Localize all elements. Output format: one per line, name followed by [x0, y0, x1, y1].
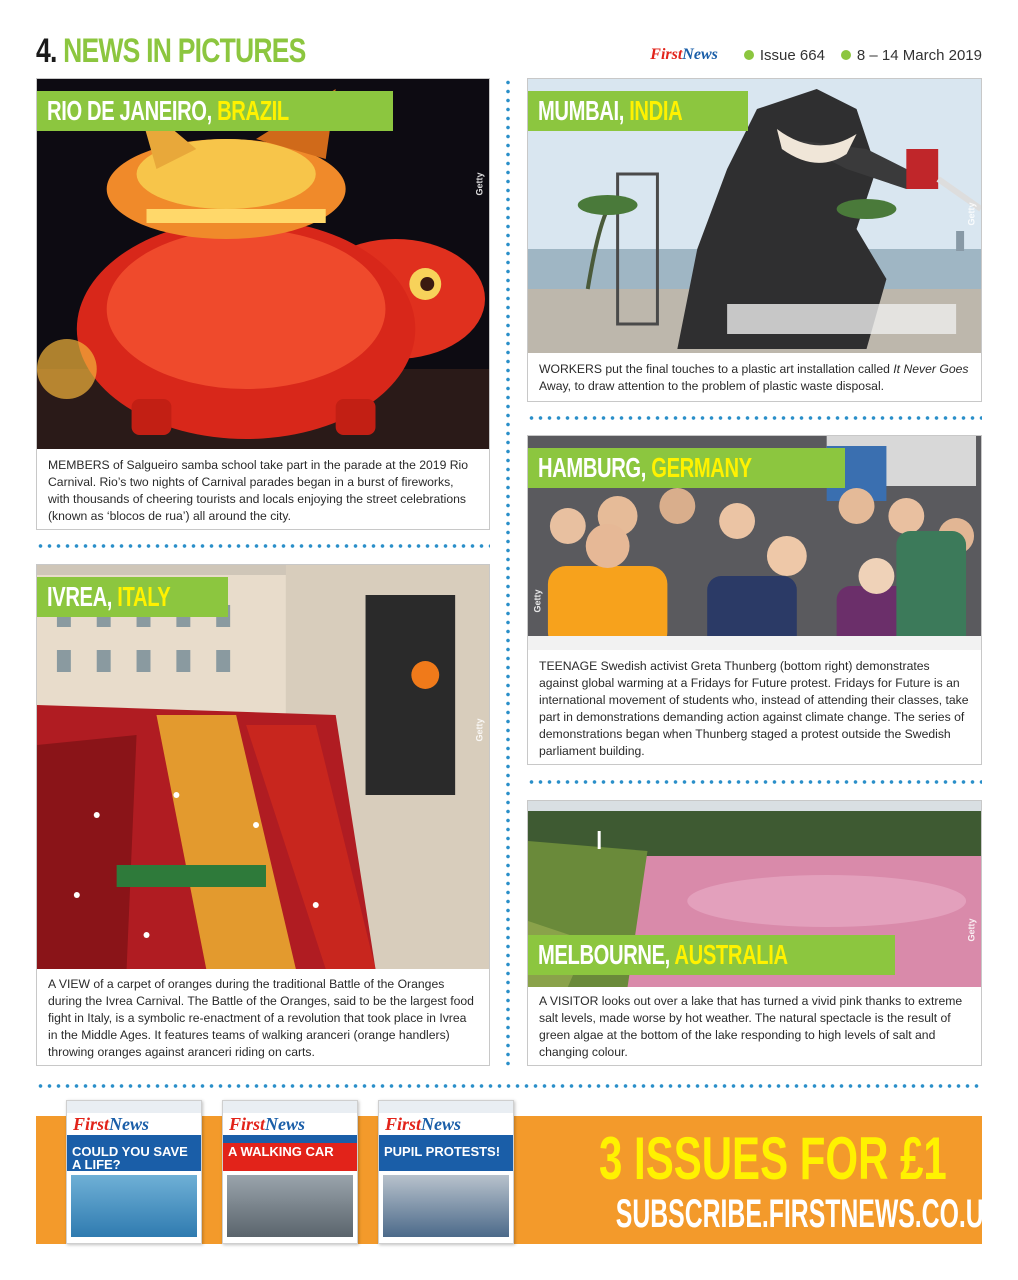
bullet-dot-icon: [841, 50, 851, 60]
photo-rio-carnival: [37, 79, 489, 449]
row-divider: [36, 1084, 982, 1088]
cover-headline: COULD YOU SAVE A LIFE?: [67, 1143, 201, 1171]
caption-rio: MEMBERS of Salgueiro samba school take part in the parade at the 2019 Rio Carnival. Rio’s two nights of Carnival parades began in a burst of fireworks, with thousands of cheering tourists and locals enjoying the street celebrations (known as ‘blocos de rua’) all around the city.: [48, 458, 469, 523]
subscription-offer: [536, 1125, 1002, 1236]
location-label: RIO DE JANEIRO, BRAZIL: [37, 91, 393, 131]
bullet-dot-icon: [744, 50, 754, 60]
row-divider: [527, 416, 982, 420]
cover-headline: A WALKING CAR: [223, 1143, 357, 1171]
photo-credit: Getty: [966, 202, 977, 226]
offer-text: 3 ISSUES FOR £1: [599, 1125, 947, 1192]
caption-melbourne: A VISITOR looks out over a lake that has turned a vivid pink thanks to extreme salt levels, made worse by hot weather. The natural spectacle is the result of green algae at the bottom of the lake responding to high levels of salt and changing colour.: [539, 994, 963, 1059]
section-title: NEWS IN PICTURES: [63, 32, 306, 70]
photo-credit: Getty: [966, 918, 977, 942]
photo-credit: Getty: [474, 172, 485, 196]
subscribe-link[interactable]: SUBSCRIBE.FIRSTNEWS.CO.UK: [615, 1192, 1002, 1236]
location-label: MELBOURNE, AUSTRALIA: [528, 935, 895, 975]
photo-credit: Getty: [474, 718, 485, 742]
magazine-cover: First News PUPIL PROTESTS!: [378, 1100, 514, 1244]
subscription-banner[interactable]: [36, 1113, 1002, 1244]
location-label: MUMBAI, INDIA: [528, 91, 748, 131]
issue-number: Issue 664: [759, 46, 825, 64]
row-divider: [36, 544, 490, 548]
page-title: [36, 30, 306, 72]
story-mumbai: [527, 78, 982, 402]
story-ivrea: [36, 564, 490, 1066]
story-melbourne: [527, 800, 982, 1066]
photo-credit: Getty: [532, 589, 543, 613]
brand-logo: FirstNews: [650, 46, 718, 63]
photo-ivrea-oranges: [37, 565, 489, 969]
column-divider: [506, 78, 510, 1068]
cover-headline: PUPIL PROTESTS!: [379, 1143, 513, 1171]
story-rio: [36, 78, 490, 530]
issue-date: 8 – 14 March 2019: [856, 46, 982, 64]
magazine-cover: First News A WALKING CAR: [222, 1100, 358, 1244]
issue-info: [650, 46, 982, 64]
section-number: 4.: [36, 32, 57, 70]
row-divider: [527, 780, 982, 784]
magazine-cover: First News COULD YOU SAVE A LIFE?: [66, 1100, 202, 1244]
page-header: [36, 30, 982, 72]
caption-mumbai: WORKERS put the final touches to a plastic art installation called It Never Goes Away, to draw attention to the problem of plastic waste disposal.: [539, 362, 969, 393]
location-label: HAMBURG, GERMANY: [528, 448, 845, 488]
location-label: IVREA, ITALY: [37, 577, 228, 617]
caption-hamburg: TEENAGE Swedish activist Greta Thunberg (bottom right) demonstrates against global warming at a Fridays for Future protest. Fridays for Future is an international movement of students who, instead of attending their classes, take part in demonstrations demanding action against climate change. The series of demonstrations began when Thunberg staged a protest outside the Swedish parliament building.: [539, 659, 969, 758]
story-hamburg: [527, 435, 982, 765]
caption-ivrea: A VIEW of a carpet of oranges during the traditional Battle of the Oranges during the Ivrea Carnival. The Battle of the Oranges, said to be the largest food fight in Italy, is a symbolic re-enactment of a revolution that took place in Ivrea in the Middle Ages. It features teams of walking aranceri (orange handlers) throwing oranges against aranceri riding on carts.: [48, 977, 474, 1059]
